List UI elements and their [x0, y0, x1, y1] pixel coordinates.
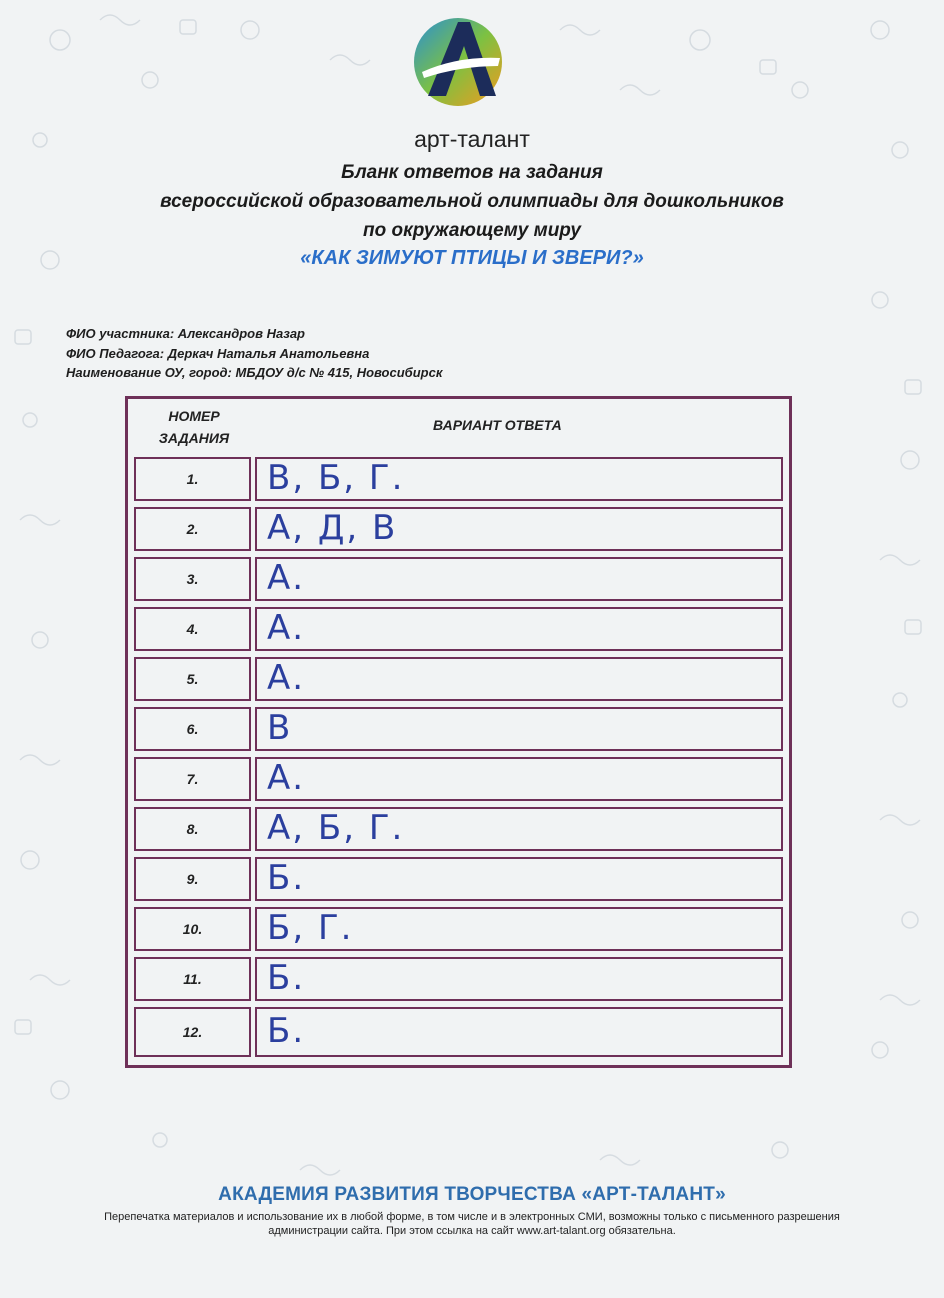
header-answer-variant: ВАРИАНТ ОТВЕТА	[433, 417, 562, 433]
header-number-cell	[134, 401, 251, 447]
table-row	[134, 807, 783, 851]
handwritten-answer: А.	[267, 658, 306, 699]
task-number: 4.	[186, 621, 199, 637]
table-row	[134, 457, 783, 501]
brand-name: арт-талант	[414, 126, 530, 152]
table-row	[134, 707, 783, 751]
heading-line-2: всероссийской образовательной олимпиады для дошкольников	[160, 191, 784, 212]
table-row	[134, 507, 783, 551]
handwritten-answer: Б, Г.	[267, 908, 354, 949]
task-number: 3.	[186, 571, 199, 587]
table-row	[134, 757, 783, 801]
header-task-number: НОМЕР ЗАДАНИЯ	[158, 408, 230, 446]
handwritten-answer: Б.	[267, 958, 306, 999]
task-number: 11.	[183, 971, 202, 987]
task-number: 7.	[186, 771, 199, 787]
art-talant-logo-icon	[412, 12, 504, 112]
institution-name: Наименование ОУ, город: МБДОУ д/с № 415, Новосибирск	[66, 365, 443, 380]
table-row	[134, 607, 783, 651]
participant-name: ФИО участника: Александров Назар	[66, 326, 306, 341]
task-number: 10.	[182, 921, 203, 937]
task-number: 1.	[186, 471, 199, 487]
footer-academy-title: АКАДЕМИЯ РАЗВИТИЯ ТВОРЧЕСТВА «АРТ-ТАЛАНТ»	[218, 1184, 726, 1205]
handwritten-answer: А.	[267, 758, 306, 799]
task-number: 6.	[186, 721, 199, 737]
table-row	[134, 557, 783, 601]
table-header-row	[134, 401, 783, 447]
heading-line-3: по окружающему миру	[363, 220, 581, 241]
handwritten-answer: А, Б, Г.	[267, 808, 405, 849]
table-row	[134, 957, 783, 1001]
answers-table	[125, 396, 792, 1068]
handwritten-answer: Б.	[267, 1011, 306, 1052]
handwritten-answer: А.	[267, 558, 306, 599]
table-row	[134, 857, 783, 901]
handwritten-answer: В	[267, 708, 293, 749]
task-number: 9.	[186, 871, 199, 887]
handwritten-answer: В, Б, Г.	[267, 458, 405, 499]
table-row	[134, 907, 783, 951]
olympiad-topic: «КАК ЗИМУЮТ ПТИЦЫ И ЗВЕРИ?»	[300, 247, 644, 269]
handwritten-answer: Б.	[267, 858, 306, 899]
task-number: 2.	[186, 521, 199, 537]
handwritten-answer: А.	[267, 608, 306, 649]
footer-copyright-notice: Перепечатка материалов и использование их в любой форме, в том числе и в электронных СМИ, возможны только с письменного разрешения администрации сайта. При этом ссылка на сайт www.art-talant.org обязательна.	[104, 1211, 840, 1237]
document-heading	[0, 158, 944, 245]
task-number: 12.	[182, 1024, 203, 1040]
task-number: 8.	[186, 821, 199, 837]
header-answer-cell	[255, 401, 783, 447]
teacher-name: ФИО Педагога: Деркач Наталья Анатольевна	[66, 345, 370, 361]
table-row	[134, 1007, 783, 1057]
participant-info	[66, 324, 442, 383]
task-number: 5.	[186, 671, 199, 687]
handwritten-answer: А, Д, В	[267, 508, 398, 549]
heading-line-1: Бланк ответов на задания	[341, 162, 603, 183]
table-row	[134, 657, 783, 701]
